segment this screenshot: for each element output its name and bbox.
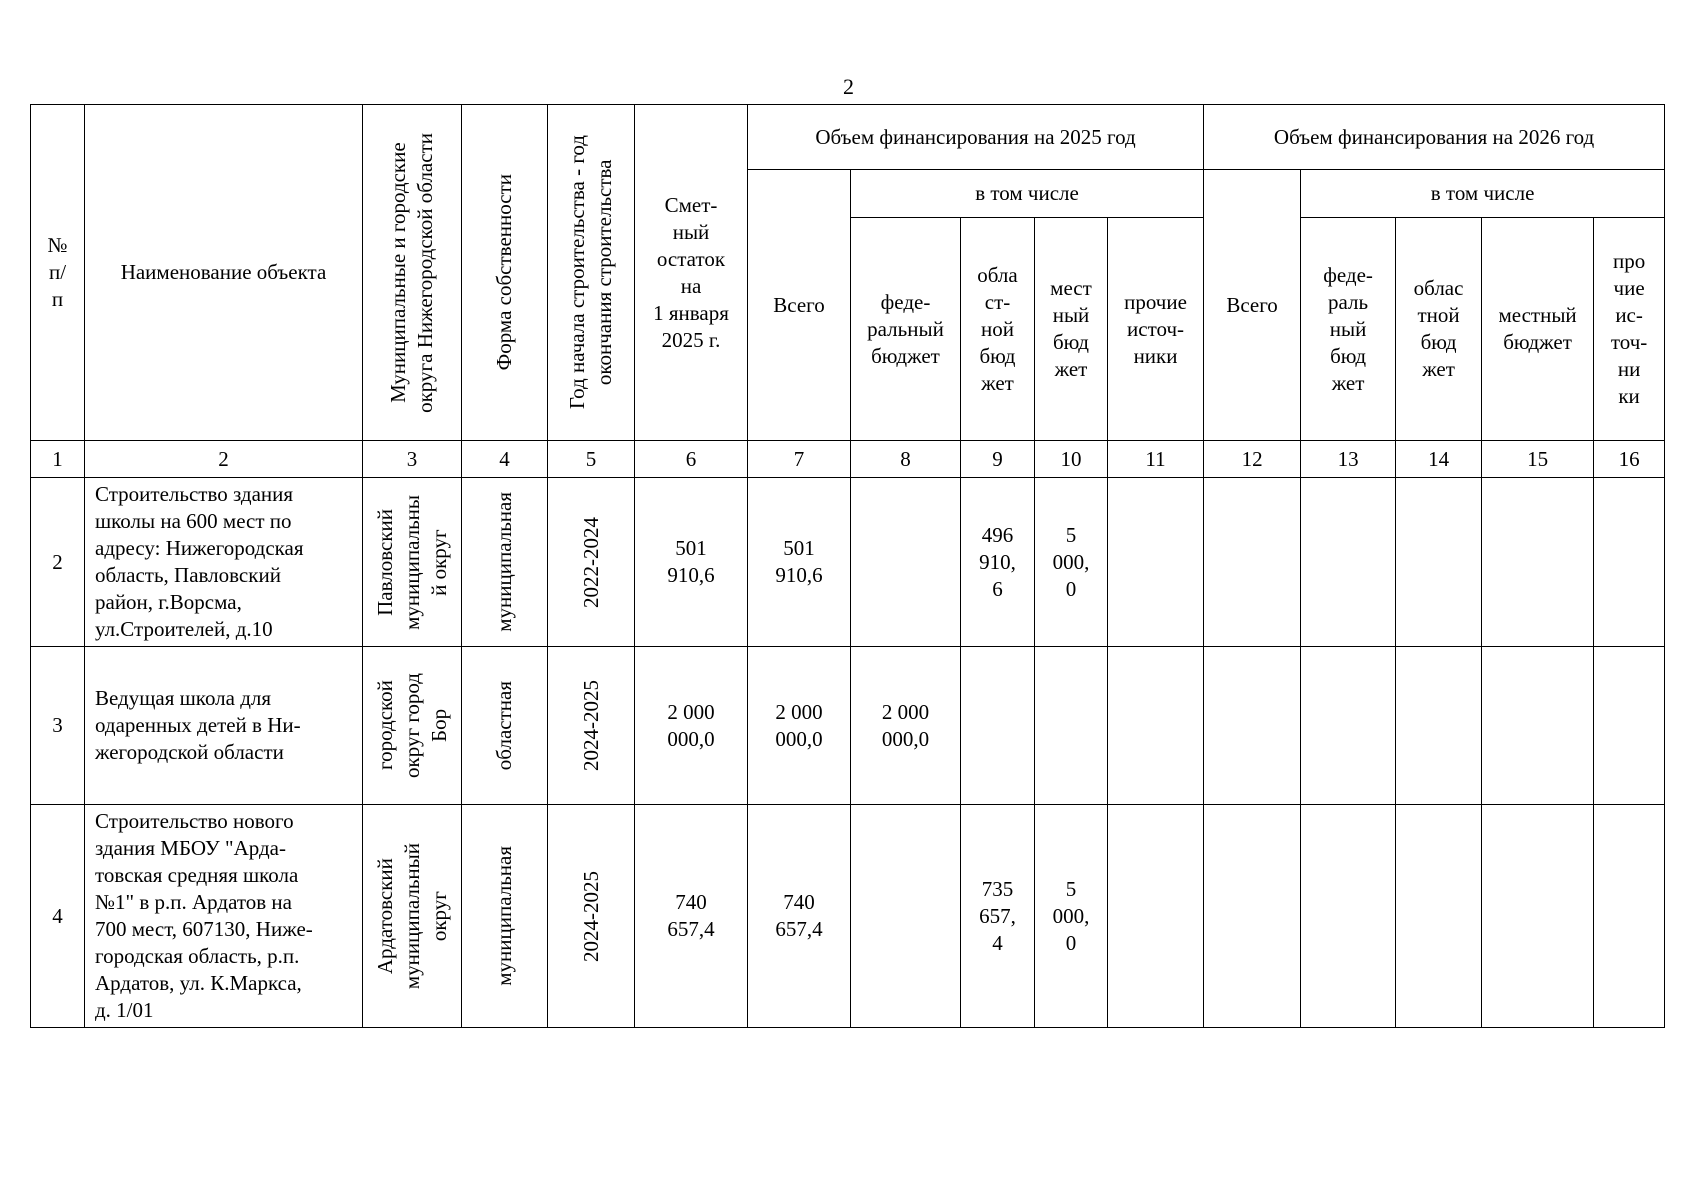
cell-regional-2026 [1396,805,1482,1028]
header-ownership [462,105,548,441]
column-number: 7 [748,441,851,478]
cell-municipality-text: Ардатовский муниципальный округ [372,842,451,990]
header-other-2026: про чие ис- точ- ни ки [1594,218,1665,441]
header-including-2026: в том числе [1301,170,1665,218]
cell-municipality-text: Павловский муниципальны й округ [372,494,451,630]
cell-regional-2025 [961,647,1035,805]
header-num: № п/ п [31,105,85,441]
cell-years [548,805,635,1028]
cell-years [548,478,635,647]
cell-name: Строительство нового здания МБОУ "Арда- товская средняя школа №1" в р.п. Ардатов на 700 мест, 607130, Ниже- городская область, р.п. Ардатов, ул. К.Маркса, д. 1/01 [85,805,363,1028]
column-number: 6 [635,441,748,478]
column-number: 3 [363,441,462,478]
cell-local-2026 [1482,478,1594,647]
cell-balance: 501 910,6 [635,478,748,647]
cell-regional-2026 [1396,647,1482,805]
header-ownership-text: Форма собственности [492,174,516,371]
cell-other-2025 [1108,647,1204,805]
cell-federal-2026 [1301,478,1396,647]
column-number: 1 [31,441,85,478]
cell-local-2026 [1482,805,1594,1028]
table-row [31,478,1665,647]
cell-municipality [363,478,462,647]
header-row [31,105,1665,170]
column-number: 14 [1396,441,1482,478]
cell-regional-2025: 496 910, 6 [961,478,1035,647]
cell-regional-2025: 735 657, 4 [961,805,1035,1028]
header-including-2025: в том числе [851,170,1204,218]
cell-ownership-text: муниципальная [492,492,516,632]
header-municipality-text: Муниципальные и городские округа Нижегородской области [386,132,437,413]
column-number: 15 [1482,441,1594,478]
header-regional-2025: обла ст- ной бюд жет [961,218,1035,441]
cell-local-2025: 5 000, 0 [1035,478,1108,647]
header-regional-2026: облас тной бюд жет [1396,218,1482,441]
header-local-2025: мест ный бюд жет [1035,218,1108,441]
column-number-row [31,441,1665,478]
financing-table [30,104,1665,1028]
header-local-2026: местный бюджет [1482,218,1594,441]
header-total-2025: Всего [748,170,851,441]
cell-ownership [462,478,548,647]
cell-num: 2 [31,478,85,647]
column-number: 16 [1594,441,1665,478]
cell-regional-2026 [1396,478,1482,647]
column-number: 4 [462,441,548,478]
header-municipality [363,105,462,441]
cell-federal-2025: 2 000 000,0 [851,647,961,805]
cell-years-text: 2024-2025 [578,870,603,962]
cell-ownership [462,805,548,1028]
cell-years [548,647,635,805]
cell-years-text: 2024-2025 [578,680,603,771]
cell-federal-2025 [851,478,961,647]
cell-total-2026 [1204,805,1301,1028]
header-years-text: Год начала строительства - год окончания строительства [565,135,616,410]
cell-municipality-text: городской округ город Бор [372,673,451,778]
cell-balance: 2 000 000,0 [635,647,748,805]
cell-total-2026 [1204,647,1301,805]
column-number: 12 [1204,441,1301,478]
column-number: 8 [851,441,961,478]
header-group-2026: Объем финансирования на 2026 год [1204,105,1665,170]
header-other-2025: прочие источ- ники [1108,218,1204,441]
cell-balance: 740 657,4 [635,805,748,1028]
header-group-2025: Объем финансирования на 2025 год [748,105,1204,170]
table-row [31,647,1665,805]
cell-other-2025 [1108,478,1204,647]
cell-local-2026 [1482,647,1594,805]
cell-total-2025: 740 657,4 [748,805,851,1028]
cell-num: 3 [31,647,85,805]
header-name: Наименование объекта [85,105,363,441]
column-number: 13 [1301,441,1396,478]
header-total-2026: Всего [1204,170,1301,441]
cell-name: Ведущая школа для одаренных детей в Ни- жегородской области [85,647,363,805]
cell-total-2026 [1204,478,1301,647]
cell-federal-2025 [851,805,961,1028]
page-number: 2 [843,74,854,99]
header-federal-2026: феде- раль ный бюд жет [1301,218,1396,441]
column-number: 5 [548,441,635,478]
cell-num: 4 [31,805,85,1028]
cell-ownership [462,647,548,805]
column-number: 9 [961,441,1035,478]
header-balance: Смет- ный остаток на 1 января 2025 г. [635,105,748,441]
cell-other-2026 [1594,805,1665,1028]
cell-years-text: 2022-2024 [578,516,603,608]
cell-municipality [363,647,462,805]
cell-federal-2026 [1301,647,1396,805]
header-years [548,105,635,441]
cell-local-2025 [1035,647,1108,805]
cell-ownership-text: муниципальная [492,846,516,986]
table-row [31,805,1665,1028]
cell-total-2025: 2 000 000,0 [748,647,851,805]
cell-municipality [363,805,462,1028]
column-number: 10 [1035,441,1108,478]
cell-other-2025 [1108,805,1204,1028]
cell-other-2026 [1594,478,1665,647]
header-federal-2025: феде- ральный бюджет [851,218,961,441]
column-number: 11 [1108,441,1204,478]
cell-ownership-text: областная [492,680,516,771]
cell-federal-2026 [1301,805,1396,1028]
column-number: 2 [85,441,363,478]
cell-local-2025: 5 000, 0 [1035,805,1108,1028]
cell-name: Строительство здания школы на 600 мест по адресу: Нижегородская область, Павловский район, г.Ворсма, ул.Строителей, д.10 [85,478,363,647]
cell-other-2026 [1594,647,1665,805]
cell-total-2025: 501 910,6 [748,478,851,647]
